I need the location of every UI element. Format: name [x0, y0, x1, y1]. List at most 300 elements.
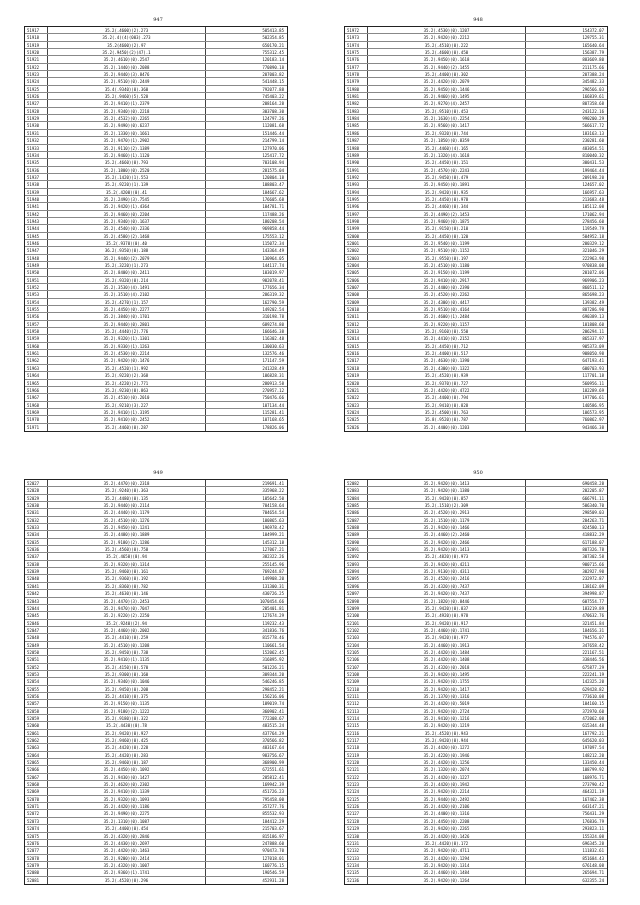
code-cell: 35.2(.4320)(0).7437: [368, 583, 526, 589]
code-cell: 35.2(.4820)(0).973: [368, 553, 526, 559]
amount-cell: 108803.47: [262, 182, 284, 188]
row-id-cell: 52135: [345, 869, 368, 875]
code-cell: 35.2(.4400)(0).794: [368, 394, 526, 400]
row-id-cell: 51961: [25, 350, 48, 356]
code-cell: 35.2(.4470)(3).2453: [48, 598, 206, 604]
row-id-cell: 52075: [25, 833, 48, 839]
code-cell: 35.2(.4460)(0).344: [368, 203, 526, 209]
table-row: [345, 108, 607, 115]
table-row: [345, 869, 607, 876]
amount-cell: 300431.53: [582, 160, 604, 166]
amount-cell: 769244.87: [262, 569, 284, 575]
row-id-cell: 52045: [25, 612, 48, 618]
amount-cell: 969906.23: [582, 277, 604, 283]
amount-cell: 855532.93: [262, 811, 284, 817]
row-id-cell: 51949: [25, 262, 48, 268]
table-row: [345, 27, 607, 34]
amount-cell: 270957.12: [262, 387, 284, 393]
code-cell: 35.2(.9370)(0).40: [48, 240, 206, 246]
amount-cell: 243122.16: [582, 108, 604, 114]
table-row: [25, 642, 287, 649]
amount-cell: 689274.80: [262, 321, 284, 327]
code-cell: 35.2(.1420)(1).553: [48, 174, 206, 180]
code-cell: 35.2(.4420)(0).1272: [368, 744, 526, 750]
amount-cell: 176605.68: [262, 196, 284, 202]
code-cell: 35.2(.4220)(0).1946: [368, 752, 526, 758]
row-id-cell: 51969: [25, 409, 48, 415]
table-row: [25, 365, 287, 372]
row-id-cell: 52109: [345, 678, 368, 684]
code-cell: 35.2(.4400)(0).2390: [368, 284, 526, 290]
row-id-cell: 52134: [345, 862, 368, 868]
row-id-cell: 52029: [25, 495, 48, 501]
table-row: [345, 877, 607, 884]
amount-cell: 115281.41: [262, 409, 284, 415]
code-cell: 35.2(.1800)(0).2520: [48, 167, 206, 173]
code-cell: 35.2(.4420)(0).4722: [368, 387, 526, 393]
table-row: [345, 487, 607, 494]
table-row: [25, 840, 287, 847]
code-cell: 35.2(.9220)(0).1157: [368, 321, 526, 327]
amount-cell: 560956.11: [582, 380, 604, 386]
page-949: [0, 453, 316, 905]
amount-cell: 205401.81: [262, 605, 284, 611]
amount-cell: 182289.69: [582, 387, 604, 393]
row-id-cell: 52023: [345, 402, 368, 408]
table-row: [25, 766, 287, 773]
code-cell: 35.2(.4530)(0).2214: [48, 350, 206, 356]
table-row: [345, 49, 607, 56]
code-cell: 35.2(.9420)(0).917: [368, 620, 526, 626]
amount-cell: 341836.76: [262, 627, 284, 633]
table-row: [25, 56, 287, 63]
row-id-cell: 51920: [25, 49, 48, 55]
code-cell: 35.2(.4510)(0).1208: [48, 642, 206, 648]
table-row: [345, 818, 607, 825]
table-row: [25, 664, 287, 671]
amount-cell: 755312.45: [262, 50, 284, 56]
amount-cell: 105642.50: [262, 495, 284, 501]
table-row: [345, 744, 607, 751]
row-id-cell: 52020: [345, 380, 368, 386]
amount-cell: 265694.71: [582, 870, 604, 876]
amount-cell: 184412.29: [262, 818, 284, 824]
table-row: [345, 93, 607, 100]
amount-cell: 285812.41: [262, 774, 284, 780]
code-cell: 35.2(.4600)(1).2484: [368, 313, 526, 319]
table-row: [345, 480, 607, 487]
code-cell: 35.2(.4600)(0).450: [368, 49, 526, 55]
table-row: [345, 225, 607, 232]
amount-cell: 211175.66: [582, 64, 604, 70]
amount-cell: 502354.85: [262, 35, 284, 41]
table-row: [345, 612, 607, 619]
amount-cell: 908050.98: [582, 351, 604, 357]
code-cell: 35.2(.9420)(1).4364: [48, 203, 206, 209]
row-id-cell: 52107: [345, 664, 368, 670]
code-cell: 35.2(.9460)(0).2204: [48, 211, 206, 217]
code-cell: 35.2(.9110)(2).1389: [48, 145, 206, 151]
row-id-cell: 52120: [345, 759, 368, 765]
amount-cell: 310198.78: [262, 314, 284, 320]
amount-cell: 278456.60: [582, 218, 604, 224]
page-948: [320, 0, 636, 452]
code-cell: 35.2(.3220)(1).273: [48, 262, 206, 268]
table-row: [345, 502, 607, 509]
table-row: [345, 524, 607, 531]
amount-cell: 541448.15: [262, 79, 284, 85]
table-row: [25, 357, 287, 364]
table-row: [25, 424, 287, 431]
row-id-cell: 52116: [345, 730, 368, 736]
code-cell: 35.2(.4420)(0).172: [368, 840, 526, 846]
amount-cell: 280913.58: [262, 380, 284, 386]
amount-cell: 129755.31: [582, 35, 604, 41]
table-row: [25, 100, 287, 107]
row-id-cell: 52099: [345, 605, 368, 611]
amount-cell: 883669.80: [582, 57, 604, 63]
table-row: [25, 803, 287, 810]
code-cell: 35.2(.9420)(0).1314: [368, 862, 526, 868]
code-cell: 35.2(.4620)(0).2302: [48, 781, 206, 787]
amount-cell: 795458.00: [262, 796, 284, 802]
amount-cell: 127067.21: [262, 547, 284, 553]
table-row: [25, 487, 287, 494]
row-id-cell: 51995: [345, 196, 368, 202]
table-row: [345, 700, 607, 707]
row-id-cell: 52082: [345, 480, 368, 486]
amount-cell: 100865.63: [262, 517, 284, 523]
table-row: [345, 605, 607, 612]
amount-cell: 690458.28: [582, 481, 604, 486]
table-row: [25, 634, 287, 641]
amount-cell: 149908.20: [262, 576, 284, 582]
amount-cell: 566617.72: [582, 123, 604, 129]
table-row: [345, 152, 607, 159]
code-cell: 35.2(.4520)(0).939: [368, 372, 526, 378]
table-row: [345, 855, 607, 862]
row-id-cell: 52090: [345, 539, 368, 545]
amount-cell: 703108.94: [262, 160, 284, 166]
table-row: [345, 620, 607, 627]
amount-cell: 133450.44: [582, 760, 604, 766]
row-id-cell: 52083: [345, 487, 368, 493]
table-row: [25, 752, 287, 759]
amount-cell: 316895.92: [262, 657, 284, 663]
amount-cell: 307302.58: [582, 554, 604, 560]
row-id-cell: 51942: [25, 211, 48, 217]
code-cell: 35.2(.1510)(0).1179: [368, 517, 526, 523]
amount-cell: 120804.18: [262, 174, 284, 180]
code-cell: 35.2(.9460)(0).425: [48, 737, 206, 743]
code-cell: 35.2(.9180)(0).322: [48, 715, 206, 721]
code-cell: 35.2(.4150)(0).570: [48, 664, 206, 670]
table-row: [345, 803, 607, 810]
row-id-cell: 51938: [25, 181, 48, 187]
amount-cell: 851684.43: [582, 855, 604, 861]
table-row: [25, 649, 287, 656]
table-row: [25, 277, 287, 284]
row-id-cell: 51972: [345, 27, 368, 33]
table-row: [345, 730, 607, 737]
amount-cell: 865698.23: [582, 292, 604, 298]
code-cell: 35.2(.4450)(0).151: [368, 159, 526, 165]
row-id-cell: 51971: [25, 424, 48, 431]
amount-cell: 990200.29: [582, 116, 604, 122]
row-id-cell: 52111: [345, 693, 368, 699]
row-id-cell: 52121: [345, 766, 368, 772]
amount-cell: 824580.13: [582, 525, 604, 531]
amount-cell: 372970.60: [582, 708, 604, 714]
amount-cell: 206294.11: [582, 329, 604, 335]
amount-cell: 183219.89: [582, 605, 604, 611]
amount-cell: 807326.78: [582, 547, 604, 553]
table-row: [25, 502, 287, 509]
code-cell: 35.2(.4530)(0).1207: [368, 27, 526, 33]
row-id-cell: 52027: [25, 480, 48, 486]
code-cell: 35.2(.4410)(0).2152: [368, 335, 526, 341]
amount-cell: 108799.92: [582, 767, 604, 773]
amount-cell: 144117.74: [262, 263, 284, 268]
amount-cell: 117488.26: [262, 211, 284, 217]
row-id-cell: 51985: [345, 122, 368, 128]
table-row: [345, 181, 607, 188]
table-row: [25, 730, 287, 737]
table-row: [345, 568, 607, 575]
table-row: [345, 649, 607, 656]
row-id-cell: 52025: [345, 416, 368, 422]
row-id-cell: 52114: [345, 715, 368, 721]
code-cell: 35.2(.9370)(0).727: [368, 380, 526, 386]
row-id-cell: 52049: [25, 642, 48, 648]
data-table: [344, 26, 608, 432]
table-row: [25, 561, 287, 568]
code-cell: 35.2(.9420)(0).2214: [368, 788, 526, 794]
code-cell: 35.2(.9210)(3).227: [48, 402, 206, 408]
amount-cell: 175553.12: [262, 233, 284, 239]
table-row: [345, 218, 607, 225]
table-row: [25, 387, 287, 394]
table-row: [345, 509, 607, 516]
table-row: [25, 152, 287, 159]
code-cell: 35.2(.4400)(0).1203: [368, 424, 526, 431]
row-id-cell: 52042: [25, 590, 48, 596]
row-id-cell: 52004: [345, 262, 368, 268]
code-cell: 35.2(.9220)(2).2250: [48, 612, 206, 618]
table-row: [345, 100, 607, 107]
table-row: [25, 174, 287, 181]
code-cell: 35.2(.4490)(2).1453: [368, 211, 526, 217]
table-row: [25, 409, 287, 416]
row-id-cell: 52009: [345, 299, 368, 305]
code-cell: 35.2(.4470)(0).2318: [48, 480, 206, 486]
row-id-cell: 52059: [25, 715, 48, 721]
amount-cell: 104781.71: [262, 204, 284, 210]
table-row: [25, 189, 287, 196]
code-cell: 35.2(.9270)(4).2457: [368, 100, 526, 106]
row-id-cell: 51979: [345, 78, 368, 84]
code-cell: 35.2(.9420)(0).2265: [368, 825, 526, 831]
code-cell: 35.2(.9450)(0).1446: [368, 86, 526, 92]
amount-cell: 483054.51: [582, 145, 604, 151]
table-row: [345, 78, 607, 85]
code-cell: 35.2(.9420)(0).4711: [368, 847, 526, 853]
amount-cell: 180208.54: [262, 218, 284, 224]
amount-cell: 865337.97: [582, 336, 604, 342]
amount-cell: 675877.29: [582, 664, 604, 670]
amount-cell: 255145.96: [262, 561, 284, 567]
row-id-cell: 51955: [25, 306, 48, 312]
amount-cell: 197706.61: [582, 395, 604, 401]
amount-cell: 745403.22: [262, 94, 284, 100]
row-id-cell: 51921: [25, 56, 48, 62]
row-id-cell: 52038: [25, 561, 48, 567]
row-id-cell: 51984: [345, 115, 368, 121]
table-row: [25, 575, 287, 582]
amount-cell: 902078.41: [262, 277, 284, 283]
row-id-cell: 52035: [25, 539, 48, 545]
code-cell: 35.2(.9220)(1).139: [48, 181, 206, 187]
code-cell: 35.2(.9410)(0).1216: [368, 715, 526, 721]
code-cell: 35.2(.9410)(0).2917: [368, 277, 526, 283]
table-row: [345, 115, 607, 122]
table-row: [25, 218, 287, 225]
code-cell: 35.2(.9460)(1).1120: [48, 152, 206, 158]
table-row: [25, 394, 287, 401]
row-id-cell: 51927: [25, 100, 48, 106]
code-cell: 35.2(.1820)(0).8446: [368, 598, 526, 604]
table-row: [345, 416, 607, 423]
row-id-cell: 52117: [345, 737, 368, 743]
amount-cell: 794576.07: [582, 635, 604, 641]
row-id-cell: 51943: [25, 218, 48, 224]
row-id-cell: 52046: [25, 620, 48, 626]
row-id-cell: 52008: [345, 291, 368, 297]
code-cell: 35.2(.9440)(3).8476: [48, 71, 206, 77]
amount-cell: 483515.24: [262, 723, 284, 729]
table-row: [25, 862, 287, 869]
code-cell: 35.2(.9220)(2).368: [48, 372, 206, 378]
table-row: [25, 49, 287, 56]
amount-cell: 321046.29: [582, 248, 604, 254]
table-row: [345, 693, 607, 700]
row-id-cell: 52108: [345, 671, 368, 677]
amount-cell: 207388.24: [582, 72, 604, 78]
table-row: [25, 546, 287, 553]
row-id-cell: 52017: [345, 357, 368, 363]
amount-cell: 209198.20: [582, 174, 604, 180]
row-id-cell: 51957: [25, 321, 48, 327]
amount-cell: 166839.61: [582, 94, 604, 100]
row-id-cell: 51977: [345, 64, 368, 70]
amount-cell: 760862.97: [582, 417, 604, 423]
table-row: [25, 671, 287, 678]
code-cell: 35.2(.9450)(0).738: [48, 649, 206, 655]
code-cell: 35.2(.9440)(0).2114: [48, 502, 206, 508]
row-id-cell: 52119: [345, 752, 368, 758]
amount-cell: 773610.08: [582, 693, 604, 699]
row-id-cell: 52030: [25, 502, 48, 508]
code-cell: 35.2(.4420)(0).1256: [368, 759, 526, 765]
table-row: [345, 233, 607, 240]
row-id-cell: 52043: [25, 598, 48, 604]
code-cell: 35.2(.9410)(0).2452: [48, 416, 206, 422]
table-row: [345, 686, 607, 693]
amount-cell: 125417.72: [262, 152, 284, 158]
table-row: [345, 137, 607, 144]
amount-cell: 345482.33: [582, 79, 604, 85]
code-cell: 35.2(.9410)(1).2379: [48, 100, 206, 106]
amount-cell: 1070454.66: [259, 598, 284, 604]
code-cell: 35.2(.9420)(0).944: [368, 737, 526, 743]
amount-cell: 119232.43: [262, 620, 284, 626]
amount-cell: 472062.08: [582, 716, 604, 721]
row-id-cell: 52125: [345, 796, 368, 802]
amount-cell: 176836.79: [582, 818, 604, 824]
code-cell: 35.2(.9420)(0).2212: [368, 34, 526, 40]
amount-cell: 104999.21: [262, 532, 284, 538]
table-row: [345, 862, 607, 869]
row-id-cell: 52070: [25, 796, 48, 802]
code-cell: 35.2(.4480)(0).135: [48, 495, 206, 501]
row-id-cell: 52127: [345, 810, 368, 816]
code-cell: 35.2(.4220)(2).771: [48, 380, 206, 386]
row-id-cell: 51976: [345, 56, 368, 62]
table-row: [25, 196, 287, 203]
amount-cell: 905373.09: [582, 343, 604, 349]
code-cell: 35.2(.9510)(0).4164: [368, 306, 526, 312]
amount-cell: 501226.21: [262, 664, 284, 670]
code-cell: 35.2(.3510)(4).2102: [48, 291, 206, 297]
row-id-cell: 51939: [25, 189, 48, 195]
code-cell: 35.2(.9490)(0).2275: [48, 810, 206, 816]
amount-cell: 143364.49: [262, 248, 284, 254]
row-id-cell: 52105: [345, 649, 368, 655]
table-row: [25, 203, 287, 210]
code-cell: 35.2(.9420)(0).1264: [368, 877, 526, 884]
table-row: [345, 240, 607, 247]
table-row: [25, 321, 287, 328]
row-id-cell: 52028: [25, 487, 48, 493]
row-id-cell: 51980: [345, 86, 368, 92]
code-cell: 35.2(.1320)(4).1618: [368, 152, 526, 158]
row-id-cell: 52018: [345, 365, 368, 371]
table-row: [25, 306, 287, 313]
row-id-cell: 51993: [345, 181, 368, 187]
table-row: [25, 620, 287, 627]
code-cell: 35.2(.9420)(0).1495: [368, 671, 526, 677]
code-cell: 35.2(.1510)(2).309: [368, 502, 526, 508]
code-cell: 35.2(.4440)(0).1179: [48, 509, 206, 515]
code-cell: 35.2(.4460)(0).1913: [368, 642, 526, 648]
code-cell: 35.2(.4520)(1).992: [48, 365, 206, 371]
table-row: [25, 715, 287, 722]
row-id-cell: 52065: [25, 759, 48, 765]
table-row: [25, 774, 287, 781]
table-row: [25, 744, 287, 751]
code-cell: 35.2(.3530)(4).1491: [48, 284, 206, 290]
amount-cell: 672551.61: [262, 767, 284, 773]
code-cell: 35.2(.4420)(0).1227: [368, 774, 526, 780]
row-id-cell: 52092: [345, 553, 368, 559]
row-id-cell: 51948: [25, 255, 48, 261]
amount-cell: 171147.59: [262, 358, 284, 364]
code-cell: 35.2(.9450)(0).1891: [368, 181, 526, 187]
code-cell: 35.2(.4420)(0).1942: [368, 781, 526, 787]
row-id-cell: 51918: [25, 34, 48, 40]
row-id-cell: 51937: [25, 174, 48, 180]
amount-cell: 177656.34: [262, 285, 284, 291]
